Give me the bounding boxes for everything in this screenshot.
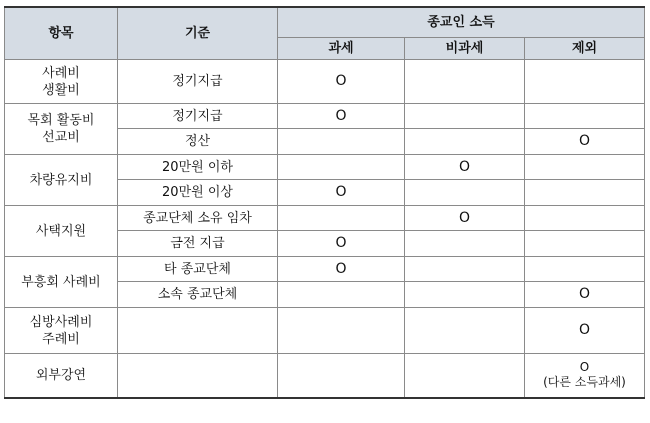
criteria-cell: 정기지급 [118, 60, 278, 104]
category-cell: 사례비 생활비 [5, 60, 118, 104]
category-cell: 외부강연 [5, 354, 118, 398]
non-taxable-cell [405, 129, 525, 155]
table-row [5, 155, 645, 180]
excluded-cell: O [525, 129, 645, 155]
criteria-cell: 20만원 이하 [118, 155, 278, 180]
criteria-cell [118, 308, 278, 354]
table-row [5, 104, 645, 129]
criteria-cell: 정기지급 [118, 104, 278, 129]
criteria-cell: 타 종교단체 [118, 257, 278, 282]
table-row [5, 354, 645, 398]
criteria-cell: 종교단체 소유 임차 [118, 206, 278, 231]
excluded-cell: O (다른 소득과세) [525, 354, 645, 398]
non-taxable-cell [405, 60, 525, 104]
excluded-cell: O [525, 282, 645, 308]
excluded-cell [525, 180, 645, 206]
taxable-cell [278, 206, 405, 231]
non-taxable-cell: O [405, 155, 525, 180]
excluded-cell [525, 257, 645, 282]
header-item: 항목 [5, 7, 118, 60]
non-taxable-cell [405, 231, 525, 257]
header-taxable: 과세 [278, 38, 405, 60]
table-row [5, 60, 645, 104]
non-taxable-cell [405, 104, 525, 129]
taxable-cell: O [278, 257, 405, 282]
non-taxable-cell: O [405, 206, 525, 231]
non-taxable-cell [405, 308, 525, 354]
non-taxable-cell [405, 180, 525, 206]
taxable-cell: O [278, 60, 405, 104]
criteria-cell: 정산 [118, 129, 278, 155]
table-row [5, 206, 645, 231]
header-excluded: 제외 [525, 38, 645, 60]
category-cell: 사택지원 [5, 206, 118, 257]
non-taxable-cell [405, 354, 525, 398]
religious-income-table [4, 6, 645, 399]
table-row [5, 308, 645, 354]
category-cell: 차량유지비 [5, 155, 118, 206]
excluded-cell [525, 206, 645, 231]
table-row [5, 257, 645, 282]
header-criteria: 기준 [118, 7, 278, 60]
excluded-cell: O [525, 308, 645, 354]
excluded-cell [525, 155, 645, 180]
taxable-cell [278, 282, 405, 308]
taxable-cell: O [278, 231, 405, 257]
criteria-cell: 20만원 이상 [118, 180, 278, 206]
criteria-cell: 소속 종교단체 [118, 282, 278, 308]
taxable-cell [278, 155, 405, 180]
header-non-taxable: 비과세 [405, 38, 525, 60]
taxable-cell [278, 354, 405, 398]
non-taxable-cell [405, 257, 525, 282]
header-row-top [5, 7, 645, 38]
taxable-cell: O [278, 104, 405, 129]
excluded-cell [525, 231, 645, 257]
excluded-cell [525, 60, 645, 104]
criteria-cell: 금전 지급 [118, 231, 278, 257]
category-cell: 심방사례비 주례비 [5, 308, 118, 354]
category-cell: 목회 활동비 선교비 [5, 104, 118, 155]
criteria-cell [118, 354, 278, 398]
excluded-cell [525, 104, 645, 129]
header-income-group: 종교인 소득 [278, 7, 645, 38]
category-cell: 부흥회 사례비 [5, 257, 118, 308]
taxable-cell [278, 129, 405, 155]
taxable-cell: O [278, 180, 405, 206]
taxable-cell [278, 308, 405, 354]
non-taxable-cell [405, 282, 525, 308]
